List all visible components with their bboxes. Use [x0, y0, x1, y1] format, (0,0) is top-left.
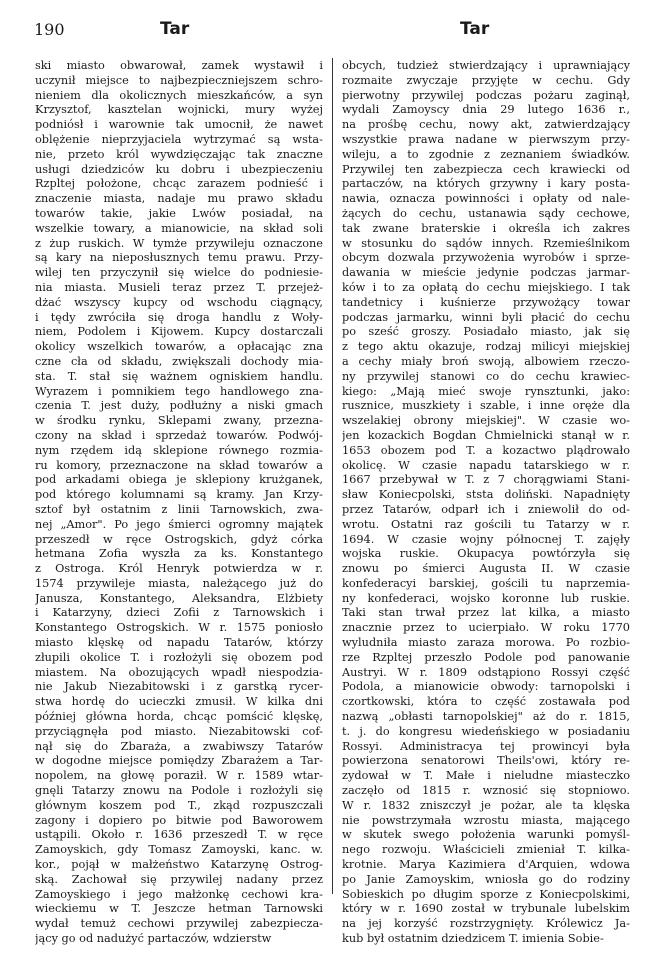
- text-line: nopolem, na głowę poraził. W r. 1589 wtar-: [35, 769, 323, 783]
- text-line: pierwotny przywilej podczas pożaru zaginął,: [342, 88, 630, 102]
- text-line: przeszedł w ręce Ostrogskich, gdyż córka: [35, 532, 323, 546]
- text-line: ków i to za opłatą do cechu miejskiego. I tak: [342, 280, 630, 294]
- text-line: Sobieskich po długim sporze z Koniecpolskimi,: [342, 887, 630, 901]
- text-line: a cechy miały broń swoją, albowiem rzeczo-: [342, 354, 630, 368]
- text-line: czony na skład i sprzedaż towarów. Podwój-: [35, 428, 323, 442]
- text-line: powierzona senatorowi Theils'owi, który re-: [342, 754, 630, 768]
- text-line: 1667 przebywał w T. z 7 chorągwiami Stani-: [342, 473, 630, 487]
- page-number: 190: [34, 20, 65, 39]
- text-line: niem, Podolem i Kijowem. Kupcy dostarczali: [35, 325, 323, 339]
- text-line: Rossyi. Administracya tej prowincyi była: [342, 739, 630, 753]
- text-line: gnęli Tatarzy znowu na Podole i rozłożyli się: [35, 784, 323, 798]
- text-line: Podola, a mianowicie obwody: tarnopolski i: [342, 680, 630, 694]
- text-line: w środku rynku, Sklepami zwany, przezna-: [35, 414, 323, 428]
- text-line: jący go od nadużyć partaczów, wdzierstw: [35, 932, 272, 946]
- text-line: wszelkie towary, a mianowicie, na skład soli: [35, 221, 323, 235]
- text-line: rze Rzpltej przeszło Podole pod panowanie: [342, 650, 630, 664]
- text-line: przyciągnęła pod miasto. Niezabitowski cof-: [35, 724, 323, 738]
- text-line: nego rozwoju. Właścicieli zmieniał T. kilka-: [342, 843, 630, 857]
- text-line: z tego aktu okazuje, rodzaj milicyi miejskiej: [342, 340, 630, 354]
- text-line: sta. T. stał się ważnem ogniskiem handlu.: [35, 369, 323, 383]
- text-line: okolicę. W czasie napadu tatarskiego w r.: [342, 458, 630, 472]
- text-line: wszystkie prawa nadane w pierwszym przy-: [342, 132, 630, 146]
- text-line: wydał temuż cechowi przywilej zabezpiecza-: [35, 917, 323, 931]
- text-line: Konstantego Ostrogskich. W r. 1575 poniosło: [35, 621, 323, 635]
- text-line: pod arkadami obiega je sklepiony krużganek,: [35, 473, 323, 487]
- text-line: towarów takie, jakie Lwów posiadał, na: [35, 206, 323, 220]
- text-line: na jej korzyść rozstrzygnięty. Królewicz Ja-: [342, 917, 630, 931]
- text-line: zaczęło od 1815 r. wznosić się stopniowo.: [342, 784, 630, 798]
- text-line: dawania w mieście jedynie podczas jarmar-: [342, 266, 630, 280]
- text-line: w stosunku do sądów innych. Rzemieślnikom: [342, 236, 630, 250]
- running-headword-right: Tar: [460, 19, 490, 39]
- text-line: i tędy zwróciła się droga handlu z Woły-: [35, 310, 323, 324]
- text-line: Austryi. W r. 1809 odstąpiono Rossyi część: [342, 665, 630, 679]
- column-divider: [332, 58, 333, 894]
- text-line: po sześć groszy. Posiadało miasto, jak się: [342, 325, 630, 339]
- text-line: ru komory, przeznaczone na skład towarów a: [35, 458, 323, 472]
- text-line: znowu po śmierci Augusta II. W czasie: [342, 562, 630, 576]
- text-line: są kary na nieposłusznych temu prawu. Przy-: [35, 251, 323, 265]
- text-line: nazwą „obłasti tarnopolskiej" aż do r. 1815,: [342, 710, 630, 724]
- text-line: na prośbę cechu, nowy akt, zatwierdzający: [342, 118, 630, 132]
- text-line: później główna horda, chcąc pomścić klęskę,: [35, 710, 323, 724]
- text-line: znaczenie miasta, nadaje mu prawo składu: [35, 192, 323, 206]
- text-line: usługi dziedziców ku dobru i ubezpieczeniu: [35, 162, 323, 176]
- running-headword-left: Tar: [160, 19, 190, 39]
- text-line: wieckiemu w T. Jeszcze hetman Tarnowski: [35, 902, 323, 916]
- text-line: w skutek swego położenia warunki pomyśl-: [342, 828, 630, 842]
- text-line: pod którego kolumnami są kramy. Jan Krzy-: [35, 488, 323, 502]
- text-line: nia miasta. Musieli teraz przez T. przejeż-: [35, 280, 323, 294]
- text-line: rusznice, muszkiety i szable, i inne oręże dla: [342, 399, 630, 413]
- text-line: sław Koniecpolski, ststa doliński. Napadnięty: [342, 488, 630, 502]
- text-line: W r. 1832 zniszczył je pożar, ale ta klęska: [342, 798, 630, 812]
- text-line: miasto klęskę od napadu Tatarów, którzy: [35, 636, 323, 650]
- text-line: po Janie Zamoyskim, wniosła go do rodziny: [342, 872, 630, 886]
- text-line: czne cła od składu, zwiększali dochody mia-: [35, 354, 323, 368]
- text-line: Krzysztof, kasztelan wojnicki, mury wyżej: [35, 103, 323, 117]
- text-line: wrotu. Ostatni raz gościli tu Tatarzy w r.: [342, 517, 630, 531]
- text-line: hetmana Zofia wyszła za ks. Konstantego: [35, 547, 323, 561]
- text-line: sztof był ostatnim z linii Tarnowskich, zwa-: [35, 502, 323, 516]
- text-line: podniósł i warownie tak umocnił, że nawet: [35, 118, 323, 132]
- text-line: Janusza, Konstantego, Aleksandra, Elżbiety: [35, 591, 323, 605]
- text-line: i Katarzyny, dzieci Zofii z Tarnowskich i: [35, 606, 323, 620]
- text-line: tandetnicy i kuśnierze przywożący towar: [342, 295, 630, 309]
- text-line: okolicy wszelkich towarów, a opłacając zna: [35, 340, 323, 354]
- text-line: t. j. do kongresu wiedeńskiego w posiadaniu: [342, 724, 630, 738]
- text-line: ny konfederaci, wojsko koronne lub ruskie.: [342, 591, 630, 605]
- text-line: jen kozackich Bogdan Chmielnicki stanął w r.: [342, 428, 630, 442]
- text-line: Rzpltej położone, chcąc zarazem podnieść i: [35, 177, 323, 191]
- text-line: ustąpili. Około r. 1636 przeszedł T. w ręce: [35, 828, 323, 842]
- text-line: wyludniła miasto zaraza morowa. Po rozbio-: [342, 636, 630, 650]
- text-line: złupili okolice T. i rozłożyli się obozem pod: [35, 650, 323, 664]
- text-line: partaczów, na których grzywny i kary posta-: [342, 177, 630, 191]
- text-line: czortkowski, która to część zostawała pod: [342, 695, 630, 709]
- text-line: wileju, a to zgodnie z zeznaniem świadków.: [342, 147, 630, 161]
- text-line: ską. Zachował się przywilej nadany przez: [35, 872, 323, 886]
- text-line: ny przywilej stanowi co do cechu krawiec-: [342, 369, 630, 383]
- right-text-column: [342, 59, 630, 947]
- text-line: rozmaite zwyczaje przyjęte w cechu. Gdy: [342, 73, 630, 87]
- text-line: nieniem dla okolicznych mieszkańców, a syn: [35, 88, 323, 102]
- page-header: [34, 20, 638, 42]
- text-line: wydali Zamoyscy dnia 29 lutego 1636 r.,: [342, 103, 630, 117]
- text-line: kor., pojął w małżeństwo Katarzynę Ostrog-: [35, 858, 323, 872]
- text-line: nął się do Zbaraża, a zwabiwszy Tatarów: [35, 739, 323, 753]
- text-line: znacznie przez to ucierpiało. W roku 1770: [342, 621, 630, 635]
- text-line: wszelakiej obrony miejskiej". W czasie wo-: [342, 414, 630, 428]
- text-line: Taki stan trwał przez lat kilka, a miasto: [342, 606, 630, 620]
- text-line: obcych, tudzież stwierdzający i uprawniający: [342, 59, 630, 72]
- text-line: Wyrazem i pomnikiem tego handlowego zna-: [35, 384, 323, 398]
- text-line: nie, przeto król wywdzięczając tak znaczne: [35, 147, 323, 161]
- text-line: wojska ruskie. Okupacya powtórzyła się: [342, 547, 630, 561]
- text-line: stwa hordę do ucieczki zmusił. W kilka dni: [35, 695, 323, 709]
- text-line: żących do cechu, ustanawia sądy cechowe,: [342, 206, 630, 220]
- text-line: miastem. Na obozujących wpadł niespodzia-: [35, 665, 323, 679]
- text-line: czenia T. jest duży, podłużny a niski gmach: [35, 399, 323, 413]
- text-line: przez Tatarów, odparł ich i zniewolił do od-: [342, 502, 630, 516]
- text-line: głównym koszem pod T., zkąd rozpuszczali: [35, 798, 323, 812]
- text-line: 1653 obozem pod T. a kozactwo plądrowało: [342, 443, 630, 457]
- text-line: ski miasto obwarował, zamek wystawił i: [35, 59, 323, 72]
- text-line: kub był ostatnim dziedzicem T. imienia Sobie-: [342, 932, 604, 946]
- text-line: krotnie. Marya Kazimiera d'Arquien, wdowa: [342, 858, 630, 872]
- text-line: 1574 przywileje miasta, należącego już do: [35, 576, 323, 590]
- text-line: Zamoyskich, gdy Tomasz Zamoyski, kanc. w.: [35, 843, 323, 857]
- text-line: z Ostroga. Król Henryk potwierdza w r.: [35, 562, 323, 576]
- left-text-column: [35, 59, 323, 947]
- text-line: nym rzędem idą sklepione równego rozmia-: [35, 443, 323, 457]
- text-line: nie Jakub Niezabitowski i z garstką rycer-: [35, 680, 323, 694]
- text-line: dżać wszyscy kupcy od wschodu ciągnący,: [35, 295, 323, 309]
- text-line: uczynił miejsce to najbezpieczniejszem schro-: [35, 73, 323, 87]
- text-line: w dogodne miejsce pomiędzy Zbarażem a Tar-: [35, 754, 323, 768]
- text-line: obcym dozwala przywożenia wyrobów i sprze-: [342, 251, 630, 265]
- text-line: Zamoyskiego i jego małżonkę cechowi kra-: [35, 887, 323, 901]
- text-line: kiego: „Mają mieć swoje rynsztunki, jako:: [342, 384, 630, 398]
- text-line: zydował w T. Małe i nieludne miasteczko: [342, 769, 630, 783]
- text-line: zagony i dopiero po bitwie pod Baworowem: [35, 813, 323, 827]
- text-line: nawia, oznacza powinności i opłaty od nale-: [342, 192, 630, 206]
- text-line: nie powstrzymała wzrostu miasta, mającego: [342, 813, 630, 827]
- text-line: nej „Amor". Po jego śmierci ogromny majątek: [35, 517, 323, 531]
- text-line: konfederacyi barskiej, gościli tu naprzemia-: [342, 576, 630, 590]
- text-line: Przywilej ten zabezpiecza cech krawiecki od: [342, 162, 630, 176]
- text-line: podczas jarmarku, winni byli płacić do cechu: [342, 310, 630, 324]
- text-line: tak zwane braterskie i określa ich zakres: [342, 221, 630, 235]
- text-line: wilej ten przyczynił się wielce do podniesie-: [35, 266, 323, 280]
- text-line: który w r. 1690 został w trybunale lubelskim: [342, 902, 630, 916]
- text-line: 1694. W czasie wojny północnej T. zajęły: [342, 532, 630, 546]
- text-line: oblężenie nieprzyjaciela wytrzymać są wsta-: [35, 132, 323, 146]
- text-line: z żup ruskich. W tymże przywileju oznaczone: [35, 236, 323, 250]
